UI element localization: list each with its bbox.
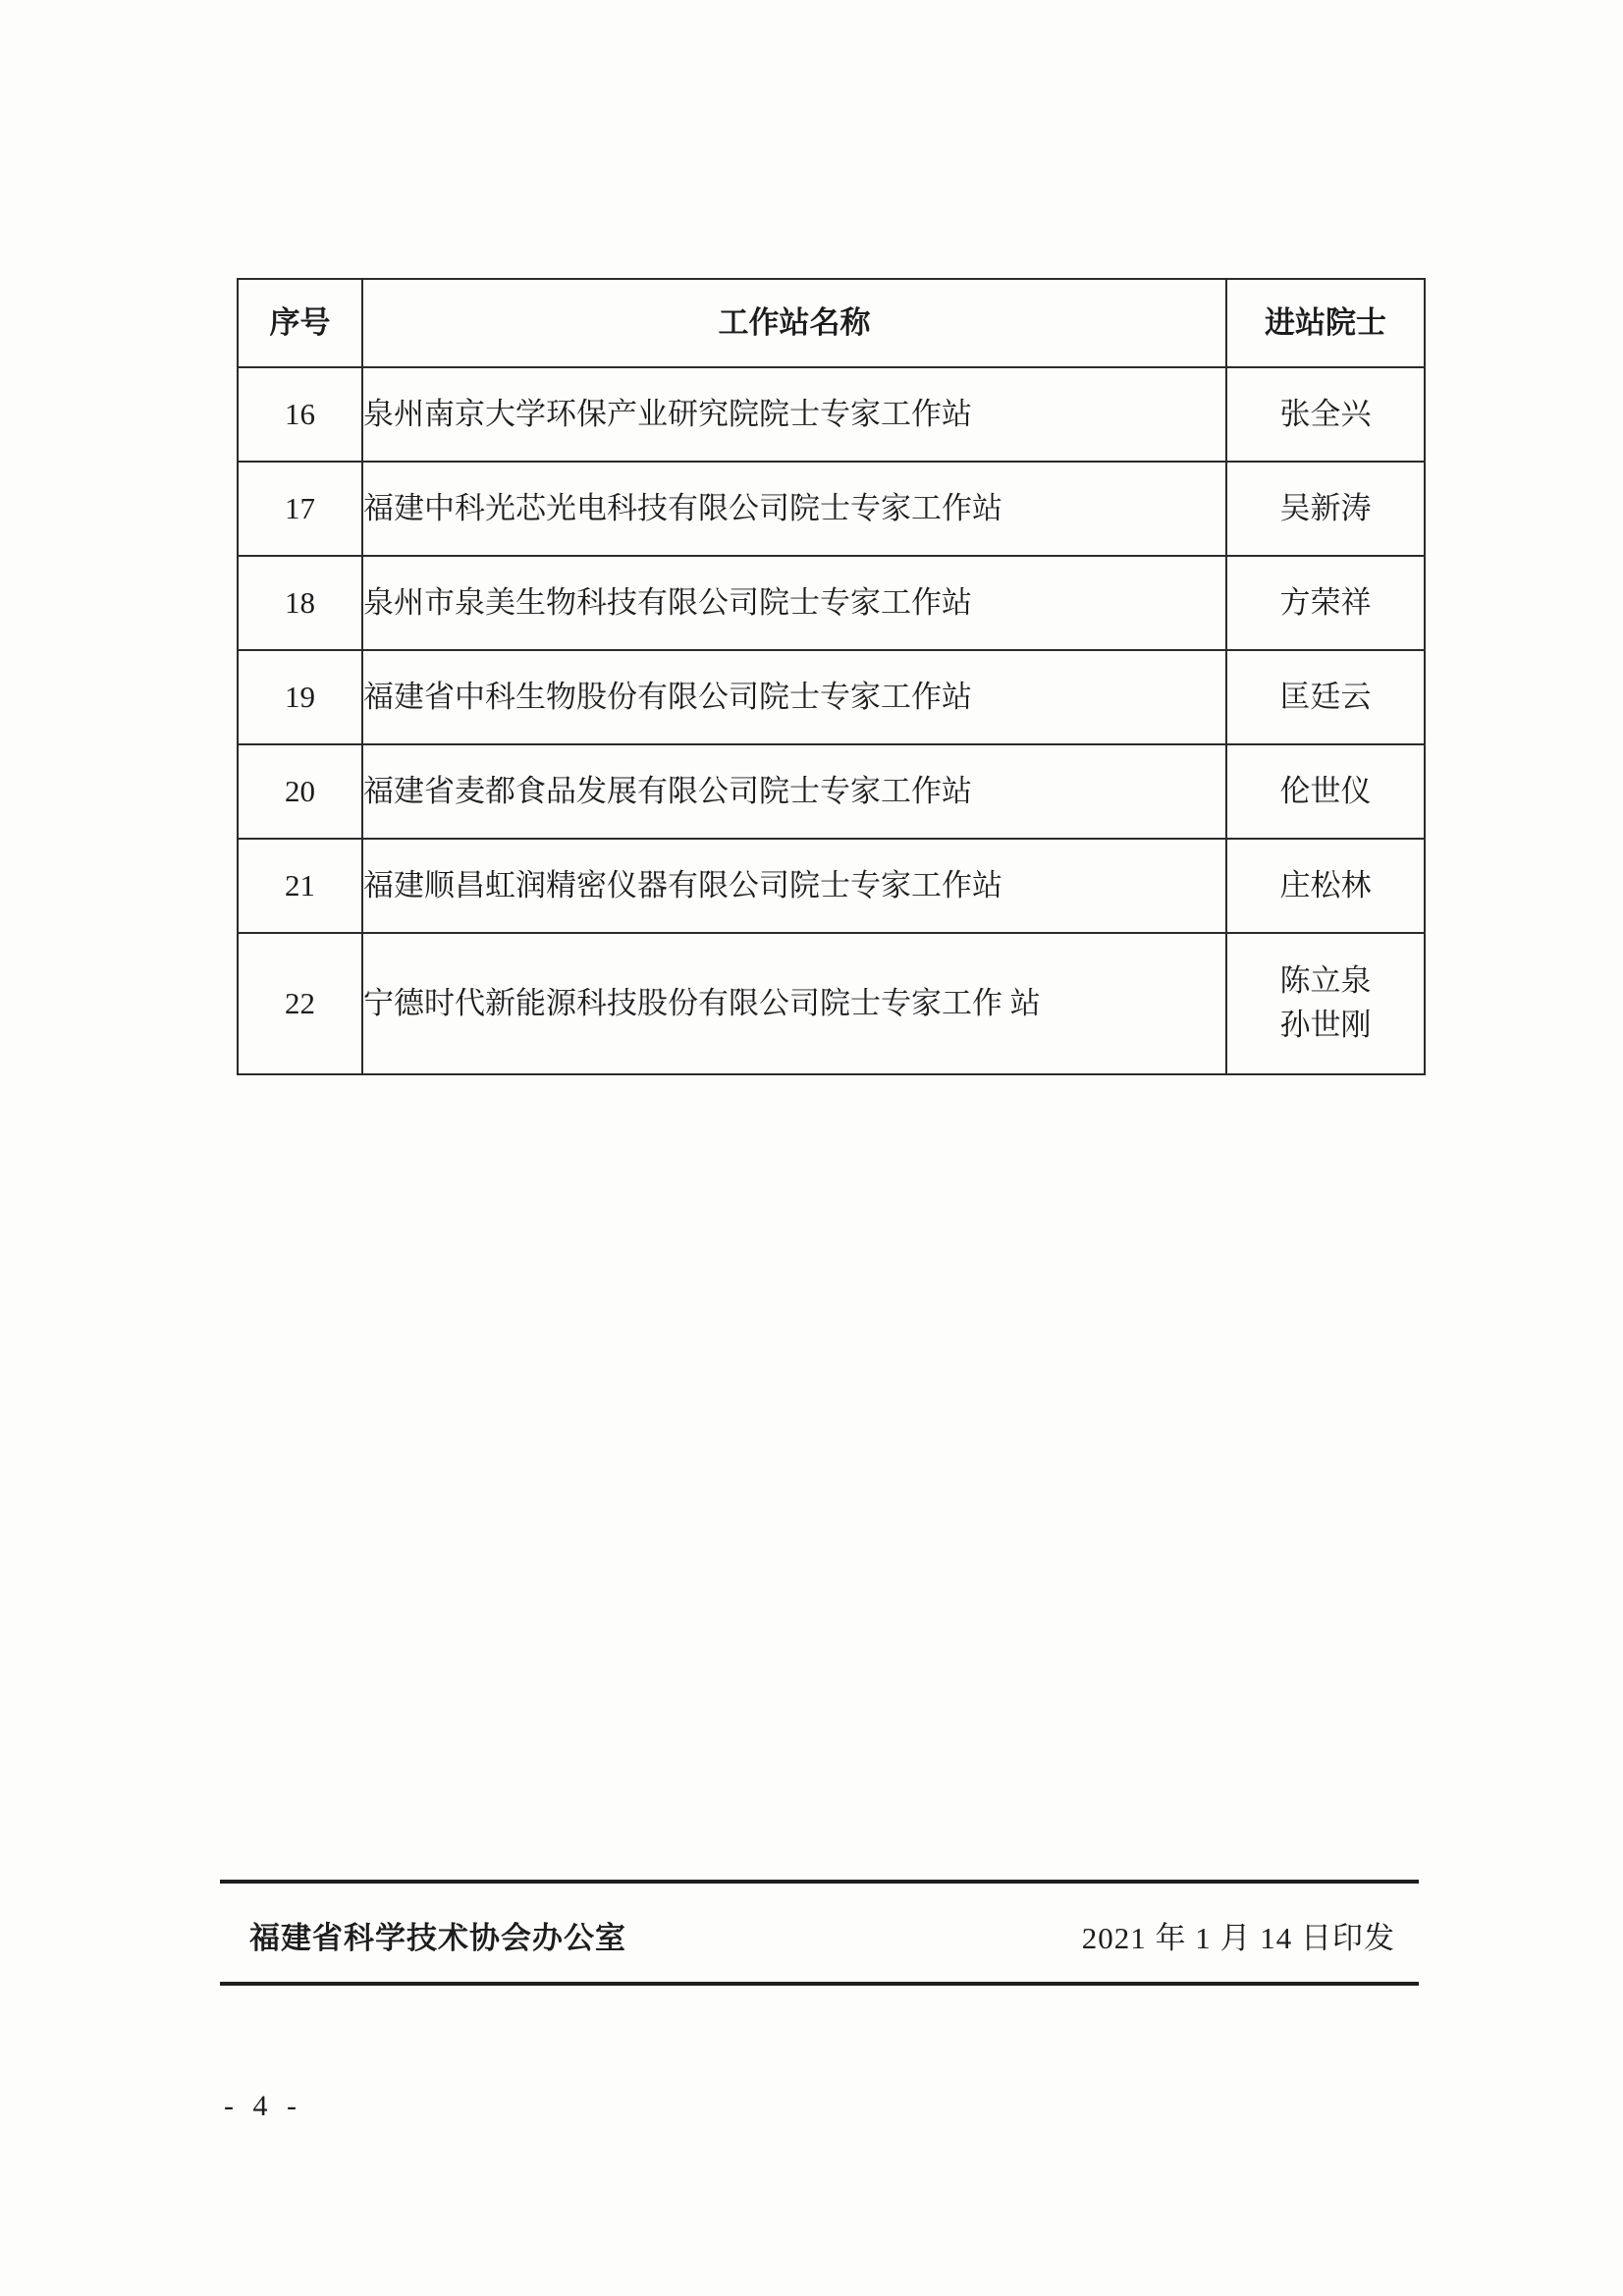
- academician-cell: 方荣祥: [1226, 556, 1425, 650]
- station-name-cell: 宁德时代新能源科技股份有限公司院士专家工作 站: [362, 933, 1226, 1074]
- table-row: [238, 744, 1425, 839]
- table-row: [238, 933, 1425, 1074]
- footer-bottom-rule: [220, 1982, 1419, 1986]
- serial-header-cell: 序号: [238, 279, 362, 367]
- academician-workstation-table: [237, 278, 1426, 1075]
- page-number: - 4 -: [224, 2090, 302, 2122]
- table-row: [238, 839, 1425, 933]
- serial-cell: 18: [238, 556, 362, 650]
- academician-cell: 匡廷云: [1226, 650, 1425, 744]
- station-name-cell: 泉州市泉美生物科技有限公司院士专家工作站: [362, 556, 1226, 650]
- academician-cell: 庄松林: [1226, 839, 1425, 933]
- academician-cell: [1226, 933, 1425, 1074]
- serial-cell: 22: [238, 933, 362, 1074]
- station-header-cell: 工作站名称: [362, 279, 1226, 367]
- serial-cell: 17: [238, 462, 362, 556]
- serial-cell: 21: [238, 839, 362, 933]
- academician-name-line: 孙世刚: [1279, 1008, 1372, 1042]
- academician-cell: 吴新涛: [1226, 462, 1425, 556]
- table-row: [238, 556, 1425, 650]
- academician-header-cell: 进站院士: [1226, 279, 1425, 367]
- serial-cell: 16: [238, 367, 362, 462]
- academician-cell: 张全兴: [1226, 367, 1425, 462]
- serial-cell: 19: [238, 650, 362, 744]
- table-row: [238, 650, 1425, 744]
- table-row: [238, 462, 1425, 556]
- academician-cell: 伦世仪: [1226, 744, 1425, 839]
- footer-top-rule: [220, 1880, 1419, 1884]
- academician-name-line: 陈立泉: [1279, 963, 1372, 999]
- station-name-cell: 福建省中科生物股份有限公司院士专家工作站: [362, 650, 1226, 744]
- serial-cell: 20: [238, 744, 362, 839]
- station-name-cell: 福建中科光芯光电科技有限公司院士专家工作站: [362, 462, 1226, 556]
- footer-date: 2021 年 1 月 14 日印发: [1081, 1920, 1395, 1955]
- station-name-cell: 福建顺昌虹润精密仪器有限公司院士专家工作站: [362, 839, 1226, 933]
- table-row: [238, 367, 1425, 462]
- station-name-cell: 福建省麦都食品发展有限公司院士专家工作站: [362, 744, 1226, 839]
- table-header-row: [238, 279, 1425, 367]
- footer-row: [220, 1903, 1419, 1966]
- station-name-cell: 泉州南京大学环保产业研究院院士专家工作站: [362, 367, 1226, 462]
- footer-issuer: 福建省科学技术协会办公室: [249, 1920, 626, 1955]
